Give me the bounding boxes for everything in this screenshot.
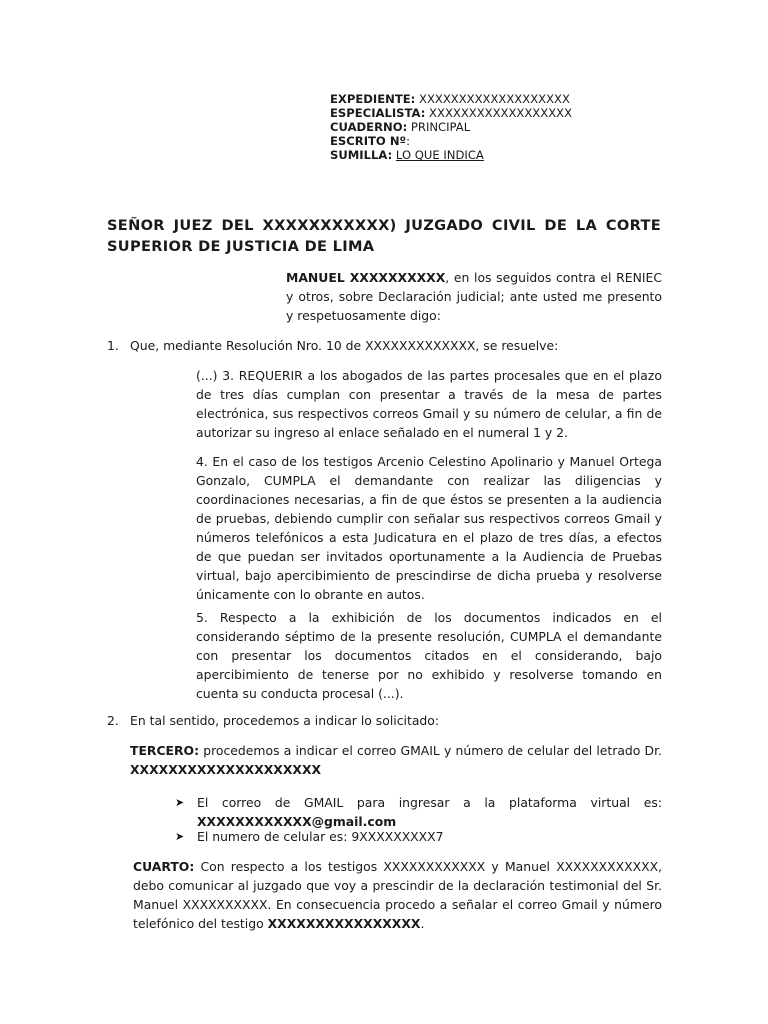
cuaderno-value: PRINCIPAL <box>407 120 471 134</box>
item-text: En tal sentido, procedemos a indicar lo solicitado: <box>130 713 440 728</box>
tercero-label: TERCERO: <box>130 743 200 758</box>
especialista-value: XXXXXXXXXXXXXXXXXX <box>425 106 573 120</box>
phone-text: El numero de celular es: 9XXXXXXXXX7 <box>197 829 444 844</box>
escrito-label: ESCRITO Nº <box>330 134 407 148</box>
cuarto-text: Con respecto a los testigos XXXXXXXXXXXX y Manuel XXXXXXXXXXXX, debo comunicar al juzgado que voy a prescindir de la declaración testimonial del Sr. Manuel XXXXXXXXXX. En consecuencia procedo a señalar el correo Gmail y número telefónico del testigo <box>133 859 662 931</box>
cuaderno-label: CUADERNO: <box>330 120 408 134</box>
bullet-phone <box>175 827 662 846</box>
arrow-bullet-icon: ➤ <box>175 796 185 809</box>
tercero-lawyer-name: XXXXXXXXXXXXXXXXXXXX <box>130 762 322 777</box>
especialista-line <box>330 106 572 120</box>
arrow-bullet-icon: ➤ <box>175 830 185 843</box>
escrito-line <box>330 134 572 148</box>
cuarto-paragraph <box>133 857 662 933</box>
expediente-line <box>330 92 572 106</box>
escrito-value: : <box>406 134 410 148</box>
sumilla-value: LO QUE INDICA <box>395 148 484 162</box>
quote-paragraph-3: (...) 3. REQUERIR a los abogados de las partes procesales que en el plazo de tres días cumplan con presentar a través de la mesa de partes electrónica, sus respectivos correos Gmail y su número de celular, a fin de autorizar su ingreso al enlace señalado en el numeral 1 y 2. <box>196 368 662 440</box>
especialista-label: ESPECIALISTA: <box>330 106 426 120</box>
case-header <box>330 92 572 162</box>
numbered-item-2 <box>107 711 439 730</box>
cuarto-end: . <box>420 916 425 931</box>
sumilla-label: SUMILLA: <box>330 148 393 162</box>
item-text: Que, mediante Resolución Nro. 10 de XXXXXXXXXXXXX, se resuelve: <box>130 338 559 353</box>
party-name: MANUEL XXXXXXXXXX <box>286 270 446 285</box>
expediente-value: XXXXXXXXXXXXXXXXXXX <box>415 92 570 106</box>
item-number: 1. <box>107 338 119 353</box>
quote-paragraph-5: 5. Respecto a la exhibición de los documentos indicados en el considerando séptimo de la presente resolución, CUMPLA el demandante con presentar los documentos citados en el considerando, bajo apercibimiento de tenerse por no exhibido y resolverse tomando en cuenta su conducta procesal (...). <box>196 610 662 701</box>
email-value: XXXXXXXXXXXX@gmail.com <box>197 814 397 829</box>
quote-paragraph-4: 4. En el caso de los testigos Arcenio Celestino Apolinario y Manuel Ortega Gonzalo, CUMPLA el demandante con realizar las diligencias y coordinaciones necesarias, a fin de que éstos se presenten a la audiencia de pruebas, debiendo cumplir con señalar sus respectivos correos Gmail y números telefónicos a esta Judicatura en el plazo de tres días, a efectos de que puedan ser invitados oportunamente a la Audiencia de Pruebas virtual, bajo apercibimiento de prescindirse de dicha prueba y resolverse únicamente con lo obrante en autos. <box>196 454 662 602</box>
tercero-text: procedemos a indicar el correo GMAIL y número de celular del letrado Dr. <box>199 743 662 758</box>
numbered-item-1 <box>107 336 558 355</box>
bullet-email <box>175 793 662 831</box>
party-introduction <box>286 268 662 325</box>
cuarto-label: CUARTO: <box>133 859 195 874</box>
tercero-paragraph <box>130 741 662 779</box>
party-text: , en los seguidos contra el RENIEC y otros, sobre Declaración judicial; ante usted me presento y respetuosamente digo: <box>286 270 662 323</box>
witness-name: XXXXXXXXXXXXXXXX <box>267 916 421 931</box>
item-number: 2. <box>107 713 119 728</box>
sumilla-line <box>330 148 572 162</box>
expediente-label: EXPEDIENTE: <box>330 92 416 106</box>
cuaderno-line <box>330 120 572 134</box>
bullet-email-text <box>197 793 662 831</box>
addressee-heading: SEÑOR JUEZ DEL XXXXXXXXXXX) JUZGADO CIVIL DE LA CORTE SUPERIOR DE JUSTICIA DE LIMA <box>107 217 661 255</box>
email-label: El correo de GMAIL para ingresar a la plataforma virtual es: <box>197 795 662 810</box>
